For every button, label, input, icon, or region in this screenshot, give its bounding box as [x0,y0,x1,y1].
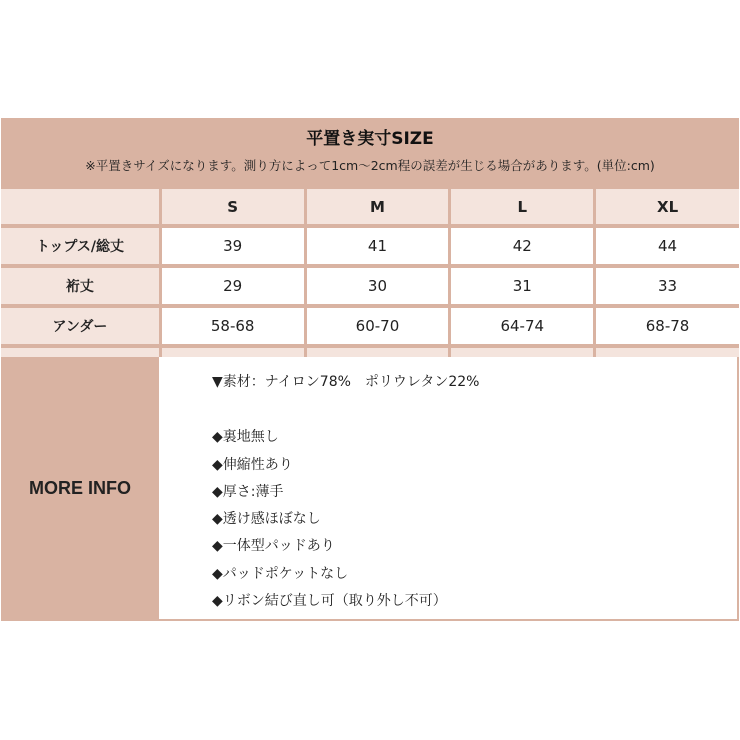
size-chart-note: ※平置きサイズになります。測り方によって1cm〜2cm程の誤差が生じる場合があります。(単位:cm) [85,158,655,173]
table-cell: 29 [162,268,304,304]
size-chart-header [1,118,739,185]
feature-item: ◆リボン結び直し可（取り外し不可） [212,593,447,610]
size-col-m: M [307,189,449,224]
table-cell: 30 [307,268,449,304]
feature-item: ◆一体型パッドあり [212,538,335,555]
feature-item: ◆パッドポケットなし [212,565,349,582]
size-chart-title: 平置き実寸SIZE [306,129,434,149]
table-cell: 41 [307,228,449,264]
spacer-row [1,348,739,357]
table-row [1,228,739,264]
size-chart [1,118,739,621]
feature-item: ◆透け感ほぼなし [212,511,321,528]
table-cell: 64-74 [451,308,593,344]
size-col-xl: XL [596,189,739,224]
table-cell: 31 [451,268,593,304]
row-label: 裄丈 [1,268,159,304]
corner-cell [1,189,159,224]
table-cell: 68-78 [596,308,739,344]
more-info-label: MORE INFO [1,357,159,619]
table-cell: 58-68 [162,308,304,344]
feature-item: ◆伸縮性あり [212,456,293,473]
size-col-l: L [451,189,593,224]
row-label: アンダー [1,308,159,344]
table-cell: 60-70 [307,308,449,344]
feature-item: ◆裏地無し [212,429,279,446]
table-cell: 42 [451,228,593,264]
table-cell: 39 [162,228,304,264]
table-row [1,268,739,304]
more-info-section [1,357,739,621]
table-row [1,308,739,344]
row-label: トップス/総丈 [1,228,159,264]
more-info-content [159,357,739,619]
table-cell: 33 [596,268,739,304]
size-col-s: S [162,189,304,224]
material-line: ▼素材：ナイロン78% ポリウレタン22% [212,374,480,390]
feature-item: ◆厚さ:薄手 [212,483,284,500]
size-table [1,185,739,357]
table-cell: 44 [596,228,739,264]
size-header-row [1,189,739,224]
